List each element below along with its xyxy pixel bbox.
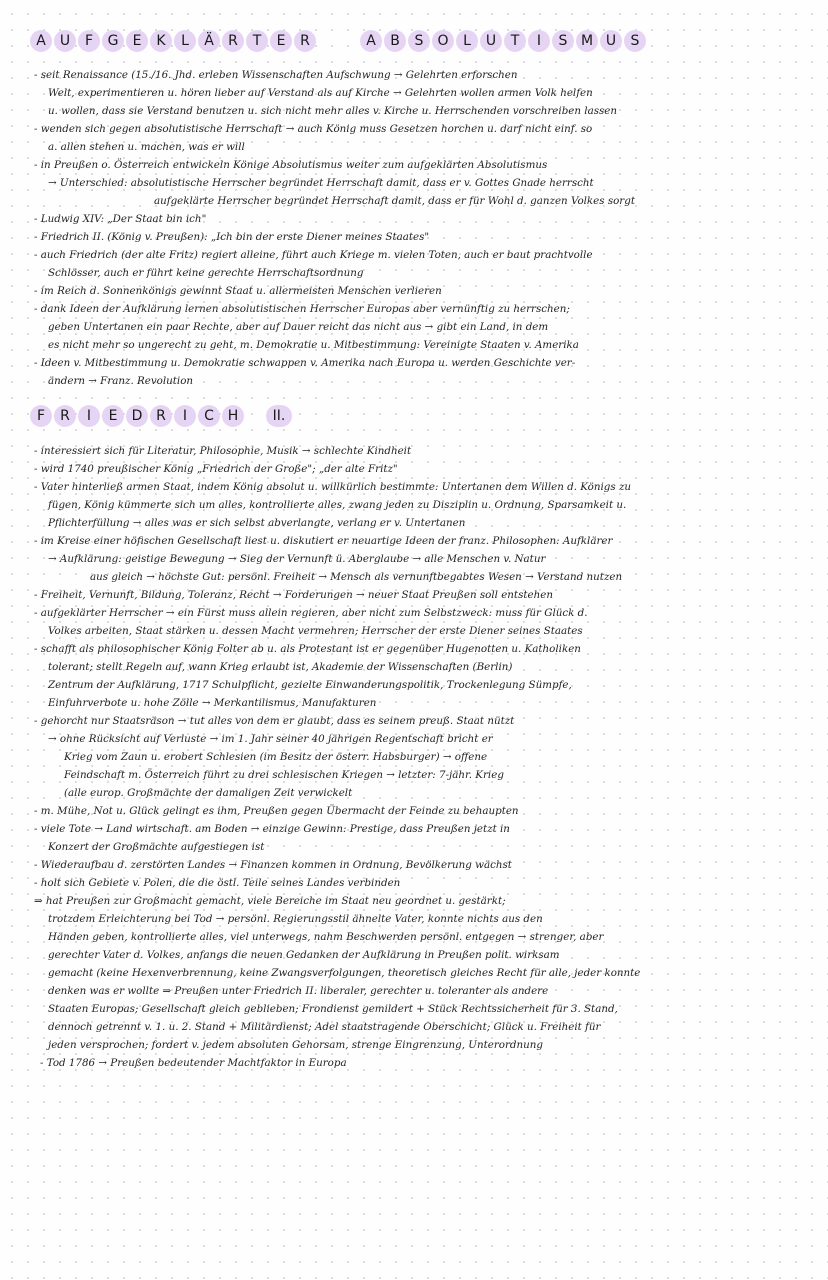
note-line: aufgeklärte Herrscher begründet Herrschaft damit, dass er für Wohl d. ganzen Volkes sorgt	[154, 195, 635, 207]
heading-letter: R	[150, 405, 172, 427]
heading-letter: T	[504, 30, 526, 52]
note-line: Pflichterfüllung → alles was er sich selbst abverlangte, verlang er v. Untertanen	[48, 517, 466, 529]
heading-letter: L	[456, 30, 478, 52]
heading-letter: K	[150, 30, 172, 52]
note-line: → Aufklärung: geistige Bewegung → Sieg der Vernunft ü. Aberglaube → alle Menschen v. Natur	[48, 553, 546, 565]
note-line: → Unterschied: absolutistische Herrscher begründet Herrschaft damit, dass er v. Gottes Gnade herrscht	[48, 177, 594, 189]
note-line: ⇒ hat Preußen zur Großmacht gemacht, viele Bereiche im Staat neu geordnet u. gestärkt;	[34, 895, 506, 907]
note-line: → ohne Rücksicht auf Verluste → im 1. Jahr seiner 40 jährigen Regentschaft bricht er	[48, 733, 493, 745]
heading-friedrich-ii	[30, 405, 330, 431]
note-line: - Freiheit, Vernunft, Bildung, Toleranz, Recht → Forderungen → neuer Staat Preußen soll entstehen	[34, 589, 553, 601]
note-line: - aufgeklärter Herrscher → ein Fürst muss allein regieren, aber nicht zum Selbstzweck: muss für Glück d.	[34, 607, 588, 619]
note-line: - im Kreise einer höfischen Gesellschaft liest u. diskutiert er neuartige Ideen der franz. Philosophen: Aufklärer	[34, 535, 613, 547]
note-line: - auch Friedrich (der alte Fritz) regiert alleine, führt auch Kriege m. vielen Toten, auch er baut prachtvolle	[34, 249, 593, 261]
heading-letter: T	[246, 30, 268, 52]
heading-letter: H	[222, 405, 244, 427]
note-line: gemacht (keine Hexenverbrennung, keine Zwangsverfolgungen, theoretisch gleiches Recht für alle, jeder konnte	[48, 967, 641, 979]
note-line: - in Preußen o. Österreich entwickeln Könige Absolutismus weiter zum aufgeklärten Absolutismus	[34, 159, 548, 171]
note-line: Händen geben, kontrollierte alles, viel unterwegs, nahm Beschwerden persönl. entgegen → strenger, aber	[48, 931, 604, 943]
note-line: Zentrum der Aufklärung, 1717 Schulpflicht, gezielte Einwanderungspolitik, Trockenlegung Sümpfe,	[48, 679, 572, 691]
heading-letter: D	[126, 405, 148, 427]
heading-letter: S	[408, 30, 430, 52]
heading-letter: F	[30, 405, 52, 427]
note-line: fügen, König kümmerte sich um alles, kontrollierte alles, zwang jeden zu Disziplin u. Ordnung, Sparsamkeit u.	[48, 499, 627, 511]
note-line: - wird 1740 preußischer König „Friedrich der Große"; „der alte Fritz"	[34, 463, 398, 475]
note-line: - holt sich Gebiete v. Polen, die die östl. Teile seines Landes verbinden	[34, 877, 401, 889]
heading-letter: E	[270, 30, 292, 52]
heading-letter: I	[78, 405, 100, 427]
heading-letter: A	[360, 30, 382, 52]
heading-letter: U	[480, 30, 502, 52]
note-line: gerechter Vater d. Volkes, anfangs die neuen Gedanken der Aufklärung in Preußen polit. wirksam	[48, 949, 560, 961]
heading-letter: R	[294, 30, 316, 52]
note-line: Feindschaft m. Österreich führt zu drei schlesischen Kriegen → letzter: 7-jähr. Krieg	[64, 769, 504, 781]
note-line: u. wollen, dass sie Verstand benutzen u. sich nicht mehr alles v. Kirche u. Herrschenden vorschreiben lassen	[48, 105, 618, 117]
note-line: - Vater hinterließ armen Staat, indem König absolut u. willkürlich bestimmte: Untertanen dem Willen d. Königs zu	[34, 481, 632, 493]
note-line: - m. Mühe, Not u. Glück gelingt es ihm, Preußen gegen Übermacht der Feinde zu behaupten	[34, 805, 519, 817]
note-line: - Friedrich II. (König v. Preußen): „Ich bin der erste Diener meines Staates"	[34, 231, 430, 243]
section-friedrich-ii-notes	[34, 444, 824, 1084]
note-line: - seit Renaissance (15./16. Jhd. erleben Wissenschaften Aufschwung → Gelehrten erforschen	[34, 69, 518, 81]
note-line: Einfuhrverbote u. hohe Zölle → Merkantilismus, Manufakturen	[48, 697, 377, 709]
note-line: tolerant; stellt Regeln auf, wann Krieg erlaubt ist, Akademie der Wissenschaften (Berlin)	[48, 661, 513, 673]
heading-letter: S	[552, 30, 574, 52]
note-line: Krieg vom Zaun u. erobert Schlesien (im Besitz der österr. Habsburger) → offene	[64, 751, 488, 763]
heading-letter: Ä	[198, 30, 220, 52]
heading-letter: G	[102, 30, 124, 52]
heading-letter: U	[600, 30, 622, 52]
heading-letter: A	[30, 30, 52, 52]
heading-letter: I	[528, 30, 550, 52]
note-line: Staaten Europas; Gesellschaft gleich geblieben; Frondienst gemildert + Stück Rechtssicherheit für 3. Stand,	[48, 1003, 618, 1015]
note-line: a. allen stehen u. machen, was er will	[48, 141, 245, 153]
note-line: - viele Tote → Land wirtschaft. am Boden → einzige Gewinn: Prestige, dass Preußen jetzt in	[34, 823, 510, 835]
note-line: - Ideen v. Mitbestimmung u. Demokratie schwappen v. Amerika nach Europa u. werden Geschichte ver-	[34, 357, 576, 369]
note-line: - Ludwig XIV: „Der Staat bin ich"	[34, 213, 207, 225]
note-line: - gehorcht nur Staatsräson → tut alles von dem er glaubt, dass es seinem preuß. Staat nützt	[34, 715, 515, 727]
heading-letter: R	[222, 30, 244, 52]
heading-letter: I	[174, 405, 196, 427]
note-line: jeden versprochen; fordert v. jedem absoluten Gehorsam, strenge Eingrenzung, Unterordnung	[48, 1039, 543, 1051]
note-line: Schlösser, auch er führt keine gerechte Herrschaftsordnung	[48, 267, 364, 279]
heading-letter: O	[432, 30, 454, 52]
note-line: trotzdem Erleichterung bei Tod → persönl. Regierungsstil ähnelte Vater, konnte nichts aus den	[48, 913, 543, 925]
section-aufgeklaerter-absolutismus-notes	[34, 68, 824, 388]
note-line: Welt, experimentieren u. hören lieber auf Verstand als auf Kirche → Gelehrten wollen armen Volk helfen	[48, 87, 593, 99]
note-line: - schafft als philosophischer König Folter ab u. als Protestant ist er gegenüber Hugenotten u. Katholiken	[34, 643, 581, 655]
note-line: - im Reich d. Sonnenkönigs gewinnt Staat u. allermeisten Menschen verlieren	[34, 285, 442, 297]
heading-letter: S	[624, 30, 646, 52]
heading-letter: U	[54, 30, 76, 52]
heading-letter: II.	[266, 405, 292, 427]
note-line: es nicht mehr so ungerecht zu geht, m. Demokratie u. Mitbestimmung: Vereinigte Staaten v. Amerika	[48, 339, 579, 351]
note-line: denken was er wollte ⇒ Preußen unter Friedrich II. liberaler, gerechter u. toleranter als andere	[48, 985, 549, 997]
note-line: Konzert der Großmächte aufgestiegen ist	[48, 841, 265, 853]
note-line: - wenden sich gegen absolutistische Herrschaft → auch König muss Gesetzen horchen u. darf nicht einf. so	[34, 123, 593, 135]
note-line: - Wiederaufbau d. zerstörten Landes → Finanzen kommen in Ordnung, Bevölkerung wächst	[34, 859, 512, 871]
note-line: - dank Ideen der Aufklärung lernen absolutistischen Herrscher Europas aber vernünftig zu herrschen;	[34, 303, 570, 315]
heading-letter: L	[174, 30, 196, 52]
heading-letter: F	[78, 30, 100, 52]
heading-letter: R	[54, 405, 76, 427]
note-line: dennoch getrennt v. 1. u. 2. Stand + Militärdienst; Adel staatstragende Oberschicht; Glück u. Freiheit für	[48, 1021, 601, 1033]
heading-letter: B	[384, 30, 406, 52]
note-line: - Tod 1786 → Preußen bedeutender Machtfaktor in Europa	[40, 1057, 347, 1069]
heading-letter: E	[126, 30, 148, 52]
heading-letter: E	[102, 405, 124, 427]
note-line: (alle europ. Großmächte der damaligen Zeit verwickelt	[64, 787, 353, 799]
note-line: ändern → Franz. Revolution	[48, 375, 194, 387]
note-line: aus gleich → höchste Gut: persönl. Freiheit → Mensch als vernunftbegabtes Wesen → Verstand nutzen	[90, 571, 623, 583]
heading-letter: M	[576, 30, 598, 52]
heading-letter: C	[198, 405, 220, 427]
heading-aufgeklaerter-absolutismus	[30, 30, 670, 56]
note-line: Volkes arbeiten, Staat stärken u. dessen Macht vermehren; Herrscher der erste Diener seines Staates	[48, 625, 583, 637]
note-line: geben Untertanen ein paar Rechte, aber auf Dauer reicht das nicht aus → gibt ein Land, in dem	[48, 321, 549, 333]
note-line: - interessiert sich für Literatur, Philosophie, Musik → schlechte Kindheit	[34, 445, 412, 457]
